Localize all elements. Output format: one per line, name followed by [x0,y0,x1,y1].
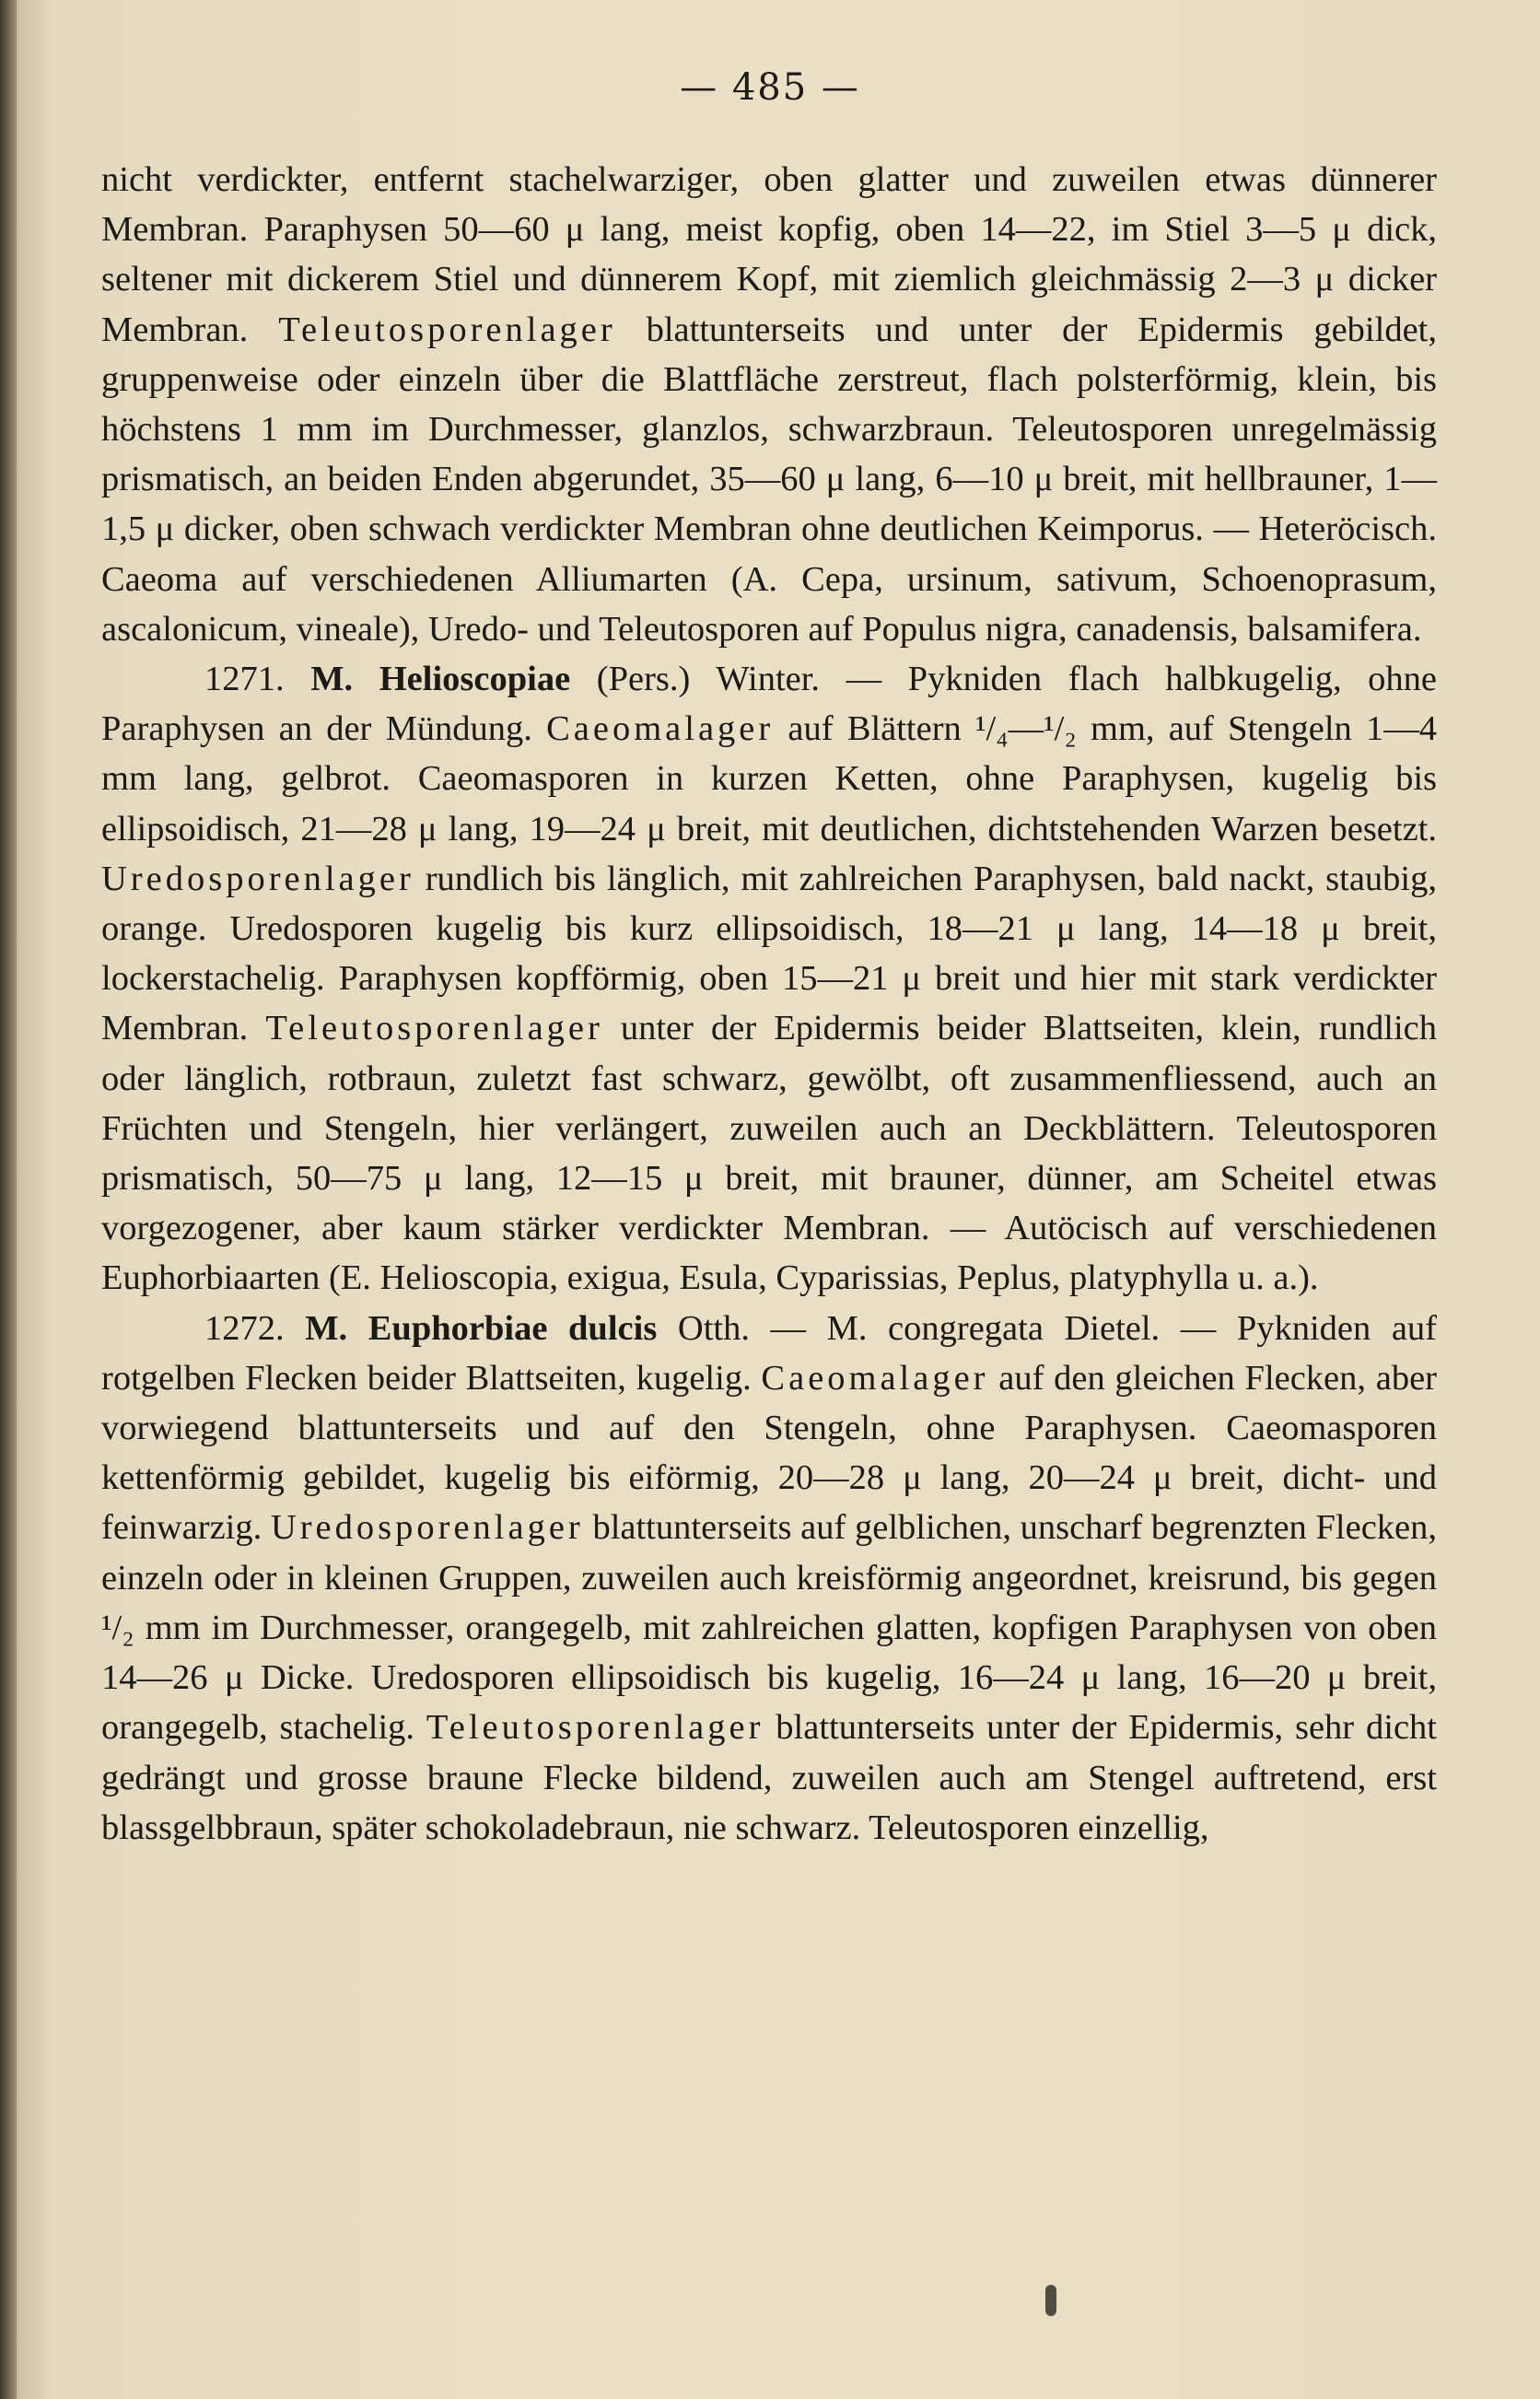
text-run: blattunterseits unter der Epidermis, sehr dicht gedrängt und grosse braune Flecke bildend, zuweilen auch am Stengel auftretend, erst blassgelbbraun, später schokoladebraun, nie schwarz. Teleutosporen einzellig, [101,1708,1437,1847]
ink-speck [1045,2285,1056,2316]
spaced-term: Uredosporenlager [101,859,414,898]
spaced-term: Teleutosporenlager [278,310,616,349]
page-number: — 485 — [680,66,860,109]
species-name: M. Helioscopiae [310,660,571,699]
species-name: M. Euphorbiae dulcis [305,1308,658,1348]
paragraph-entry-1272 [101,1304,1437,1853]
text-run: 1272. [204,1308,306,1348]
text-run: blattunterseits und unter der Epidermis gebildet, gruppenweise oder einzeln über die Blattfläche zerstreut, flach polsterförmig, klein, bis höchstens 1 mm im Durchmesser, glanzlos, schwarzbraun. Teleutosporen unregelmässig prismatisch, an beiden Enden abgerundet, 35—60 μ lang, 6—10 μ breit, mit hellbrauner, 1—1,5 μ dicker, oben schwach verdickter Membran ohne deutlichen Keimporus. — Heteröcisch. Caeoma auf verschiedenen Alliumarten (A. Cepa, ursinum, sativum, Schoenoprasum, ascalonicum, vineale), Uredo- und Teleutosporen auf Populus nigra, canadensis, balsamifera. [101,310,1437,649]
page-body [101,155,1437,1853]
paragraph-continuation [101,155,1437,654]
text-run: rundlich bis länglich, mit zahlreichen Paraphysen, bald nackt, staubig, orange. Uredosporen kugelig bis kurz ellipsoidisch, 18—21 μ lang, 14—18 μ breit, lockerstachelig. Paraphysen kopfförmig, oben 15—21 μ breit und hier mit stark verdickter Membran. [101,859,1437,1048]
book-spine-shadow [0,0,17,2399]
paragraph-entry-1271 [101,654,1437,1304]
spaced-term: Caeomalager [546,709,775,749]
text-run: unter der Epidermis beider Blattseiten, klein, rundlich oder länglich, rotbraun, zuletzt fast schwarz, gewölbt, oft zusammenfliessend, auch an Früchten und Stengeln, hier verlängert, zuweilen auch an Deckblättern. Teleutosporen prismatisch, 50—75 μ lang, 12—15 μ breit, mit brauner, dünner, am Scheitel etwas vorgezogener, aber kaum stärker verdickter Membran. — Autöcisch auf verschiedenen Euphorbiaarten (E. Helioscopia, exigua, Esula, Cyparissias, Peplus, platyphylla u. a.). [101,1009,1437,1298]
text-run: 1271. [204,660,311,699]
text-run: (Pers.) Winter. — Pykniden flach halbkugelig, ohne Paraphysen an der Mündung. [101,660,1438,749]
spaced-term: Teleutosporenlager [426,1708,764,1748]
spaced-term: Caeomalager [761,1358,989,1398]
text-run: Otth. — M. congregata Dietel. — Pykniden auf rotgelben Flecken beider Blattseiten, kugelig. [101,1308,1438,1398]
spaced-term: Teleutosporenlager [265,1009,603,1048]
text-run: auf Blättern ¹/₄—¹/₂ mm, auf Stengeln 1—4 mm lang, gelbrot. Caeomasporen in kurzen Ketten, ohne Paraphysen, kugelig bis ellipsoidisch, 21—28 μ lang, 19—24 μ breit, mit deutlichen, dichtstehenden Warzen besetzt. [101,709,1437,848]
text-run: nicht verdickter, entfernt stachelwarziger, oben glatter und zuweilen etwas dünnerer Membran. Paraphysen 50—60 μ lang, meist kopfig, oben 14—22, im Stiel 3—5 μ dick, seltener mit dickerem Stiel und dünnerem Kopf, mit ziemlich gleichmässig 2—3 μ dicker Membran. [101,160,1437,349]
spaced-term: Uredosporenlager [270,1508,584,1548]
text-run: blattunterseits auf gelblichen, unscharf begrenzten Flecken, einzeln oder in kleinen Gruppen, zuweilen auch kreisförmig angeordnet, kreisrund, bis gegen ¹/₂ mm im Durchmesser, orangegelb, mit zahlreichen glatten, kopfigen Paraphysen von oben 14—26 μ Dicke. Uredosporen ellipsoidisch bis kugelig, 16—24 μ lang, 16—20 μ breit, orangegelb, stachelig. [101,1508,1437,1748]
text-run: auf den gleichen Flecken, aber vorwiegend blattunterseits und auf den Stengeln, ohne Paraphysen. Caeomasporen kettenförmig gebildet, kugelig bis eiförmig, 20—28 μ lang, 20—24 μ breit, dicht- und feinwarzig. [101,1358,1437,1548]
